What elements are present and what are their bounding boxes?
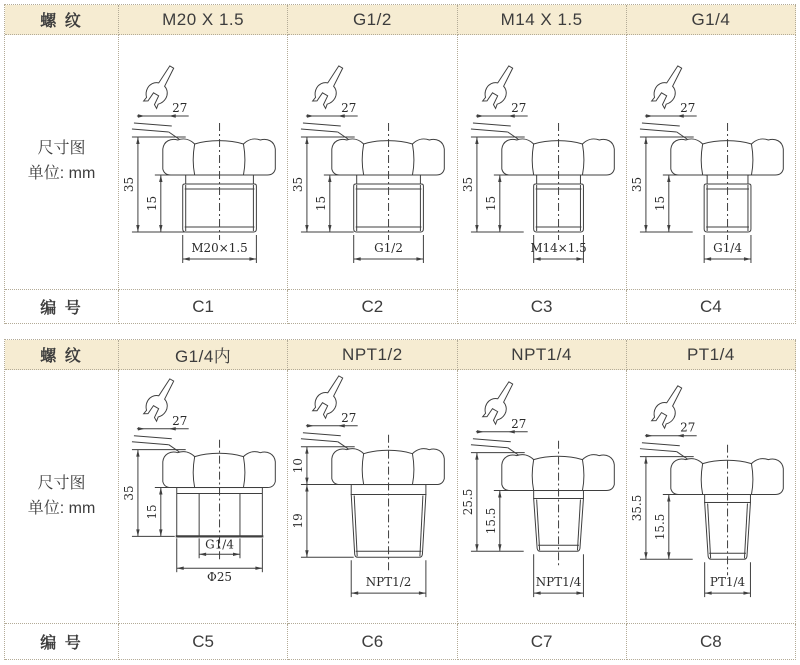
svg-text:27: 27 xyxy=(172,100,188,116)
svg-text:15: 15 xyxy=(144,195,159,212)
code-row-top xyxy=(5,290,796,324)
dimension-drawing-c3 xyxy=(458,35,626,289)
dimension-drawing-c1 xyxy=(119,35,287,289)
code-c8: C8 xyxy=(627,624,796,660)
technical-drawing-svg xyxy=(288,35,456,289)
size-row-label-2 xyxy=(5,370,119,624)
thread-spec-c8: PT1/4 xyxy=(627,340,796,370)
svg-text:27: 27 xyxy=(510,100,526,116)
thread-spec-c5: G1/4内 xyxy=(119,340,288,370)
thread-spec-c1: M20 X 1.5 xyxy=(119,5,288,35)
svg-text:27: 27 xyxy=(172,413,188,428)
svg-text:25.5: 25.5 xyxy=(460,488,475,516)
size-row-label xyxy=(5,35,119,290)
svg-text:NPT1/2: NPT1/2 xyxy=(365,575,412,590)
technical-drawing-svg xyxy=(627,370,795,623)
svg-text:35: 35 xyxy=(629,176,644,193)
dimension-drawing-c7 xyxy=(458,370,626,623)
dimension-drawing-c8 xyxy=(627,370,795,623)
dimension-drawing-c2 xyxy=(288,35,456,289)
svg-text:G1/4: G1/4 xyxy=(205,537,234,552)
svg-text:10: 10 xyxy=(291,458,306,474)
svg-text:35: 35 xyxy=(121,176,136,193)
spec-table-bottom xyxy=(4,339,796,660)
svg-text:27: 27 xyxy=(341,410,357,425)
drawing-row-top xyxy=(5,35,796,290)
thread-spec-c7: NPT1/4 xyxy=(458,340,627,370)
drawing-row-bottom xyxy=(5,370,796,624)
code-row-label-2: 编 号 xyxy=(5,624,119,660)
dimension-drawing-c6 xyxy=(288,370,456,623)
svg-text:27: 27 xyxy=(679,420,696,435)
technical-drawing-svg xyxy=(119,35,287,289)
svg-text:27: 27 xyxy=(679,100,696,116)
code-c2: C2 xyxy=(288,290,457,324)
thread-spec-c4: G1/4 xyxy=(627,5,796,35)
svg-text:15: 15 xyxy=(144,504,159,520)
svg-text:M20×1.5: M20×1.5 xyxy=(191,240,248,256)
svg-text:35.5: 35.5 xyxy=(629,494,644,522)
svg-text:NPT1/4: NPT1/4 xyxy=(535,575,581,590)
size-label-line1: 尺寸图 xyxy=(37,140,86,158)
thread-spec-c2: G1/2 xyxy=(288,5,457,35)
code-c7: C7 xyxy=(458,624,627,660)
svg-text:15: 15 xyxy=(652,195,667,212)
technical-drawing-svg xyxy=(119,370,287,623)
svg-text:19: 19 xyxy=(291,513,306,529)
size-label-line1: 尺寸图 xyxy=(37,474,86,492)
code-c6: C6 xyxy=(288,624,457,660)
size-label-line2: 单位: mm xyxy=(27,165,96,182)
svg-text:15: 15 xyxy=(483,195,498,212)
thread-spec-c6: NPT1/2 xyxy=(288,340,457,370)
code-c4: C4 xyxy=(627,290,796,324)
svg-text:G1/2: G1/2 xyxy=(374,240,404,256)
technical-drawing-svg xyxy=(458,370,626,623)
technical-drawing-svg xyxy=(627,35,795,289)
svg-text:15.5: 15.5 xyxy=(483,507,498,535)
svg-text:15: 15 xyxy=(314,195,329,212)
dimension-drawing-c5 xyxy=(119,370,287,623)
size-label-line2: 单位: mm xyxy=(27,499,96,517)
technical-drawing-svg xyxy=(288,370,456,623)
code-row-label: 编 号 xyxy=(5,290,119,324)
thread-row-label: 螺 纹 xyxy=(5,5,119,35)
svg-text:27: 27 xyxy=(341,100,357,116)
technical-drawing-svg xyxy=(458,35,626,289)
svg-text:27: 27 xyxy=(510,416,526,431)
svg-text:35: 35 xyxy=(460,176,475,193)
thread-spec-c3: M14 X 1.5 xyxy=(458,5,627,35)
code-c3: C3 xyxy=(458,290,627,324)
svg-text:M14×1.5: M14×1.5 xyxy=(529,240,587,256)
svg-text:PT1/4: PT1/4 xyxy=(709,575,745,590)
svg-text:35: 35 xyxy=(121,485,136,501)
thread-header-row-2 xyxy=(5,340,796,370)
code-c1: C1 xyxy=(119,290,288,324)
svg-text:15.5: 15.5 xyxy=(652,513,667,541)
thread-header-row xyxy=(5,5,796,35)
spec-table-top xyxy=(4,4,796,324)
dimension-drawing-c4 xyxy=(627,35,795,289)
thread-row-label-2: 螺 纹 xyxy=(5,340,119,370)
svg-text:Φ25: Φ25 xyxy=(207,570,233,585)
svg-text:35: 35 xyxy=(291,176,306,193)
svg-text:G1/4: G1/4 xyxy=(712,240,742,256)
code-row-bottom xyxy=(5,624,796,660)
code-c5: C5 xyxy=(119,624,288,660)
